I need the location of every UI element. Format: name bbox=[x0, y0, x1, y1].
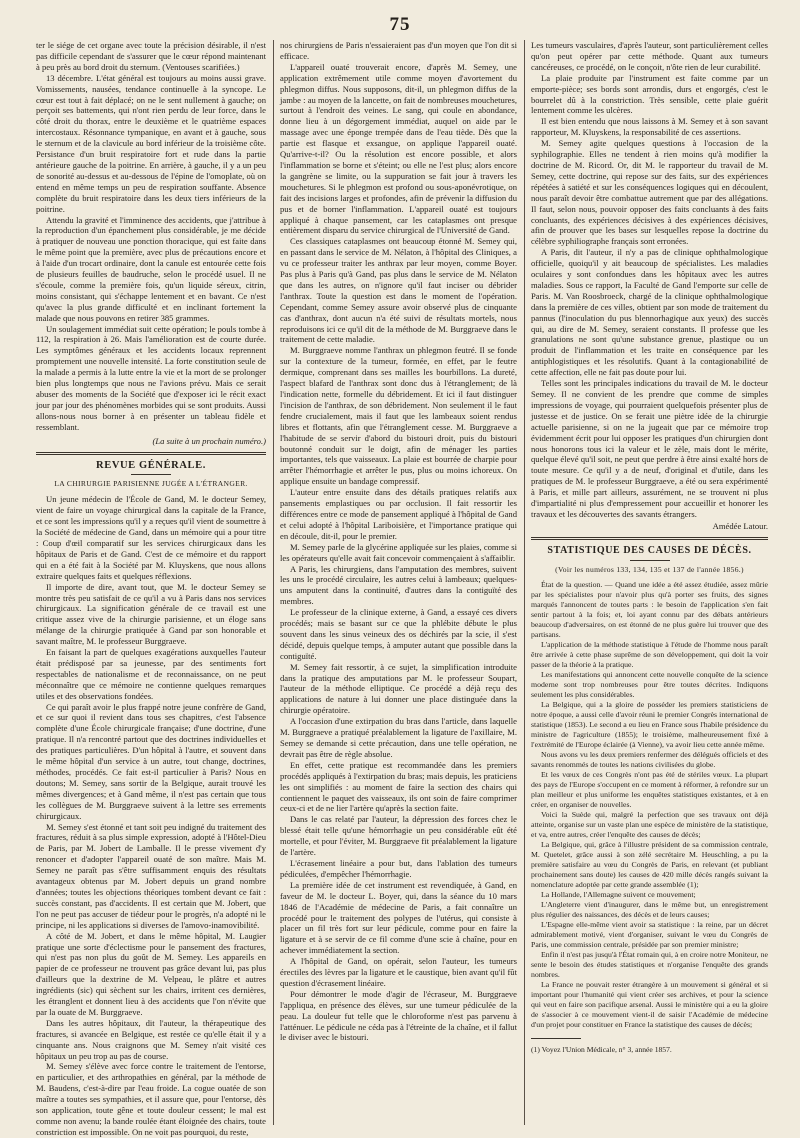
paragraph: État de la question. — Quand une idée a été assez étudiée, assez mûrie par les spécialistes pour n'avoir plus qu'à porter ses fruits, des signes marqués l'annoncent de toutes parts : le besoin de l'application s'en fait sentir partout à la fois; et, loi ayant connu par des débats antérieurs beaucoup d'adversaires, on est étonné de ne plus guère lui trouver que des partisans. bbox=[531, 579, 768, 639]
paragraph: Voici la Suède qui, malgré la perfection que ses travaux ont déjà atteinte, organise sur un vaste plan une espèce de ministère de la statistique, et va, entre autres, créer l'enquête des causes de décès; bbox=[531, 809, 768, 839]
footnote-rule bbox=[531, 1038, 581, 1039]
paragraph: A Paris, les chirurgiens, dans l'amputation des membres, suivent les uns le procédé circulaire, les autres celui à lambeaux; quelques-uns amputent dans la continuité, d'autres dans la contiguïté des membres. bbox=[280, 563, 517, 607]
section-subtitle: (Voir les numéros 133, 134, 135 et 137 de l'année 1856.) bbox=[555, 564, 744, 574]
paragraph: Pour démontrer le mode d'agir de l'écraseur, M. Burggraeve l'appliqua, en présence des élèves, sur une tumeur pédiculée de la peau. La douleur fut telle que le chloroforme n'est pas parvenu à l'atténuer. Le pédicule ne céda pas à l'étreinte de la chaîne, et il fallut le diviser avec le bistouri. bbox=[280, 988, 517, 1043]
paragraph: M. Semey s'est étonné et tant soit peu indigné du traitement des fractures, réduit à sa plus simple expression, adopté à l'Hôtel-Dieu de Paris, par M. Jobert de Lamballe. Il le presse vivement d'y renoncer et d'adopter l'appareil ouaté de son maître. Mais M. Semey ne paraît pas s'être suffisamment enquis des résultats avantageux obtenus par M. Jobert depuis un grand nombre d'années; toutes les objections théoriques tombent devant ce fait : succès constant, pas d'accidents. Il est certain que M. Jobert, que l'on ne peut pas accuser de tiédeur pour le progrès, n'a adopté ni le principe, ni les applications si diverses de l'amovo-inamovibilité. bbox=[36, 821, 266, 930]
paragraph: En effet, cette pratique est recommandée dans les premiers procédés appliqués à l'extirpation du bras; mais depuis, les praticiens les ont simplifiés : au moment de faire la section des chairs qui contiennent le paquet des vaisseaux, ils ont soin de faire comprimer ceux-ci et de ne lier l'artère qu'après la section faite. bbox=[280, 759, 517, 814]
column-2 bbox=[280, 40, 517, 1125]
author-signature: Amédée Latour. bbox=[712, 520, 768, 531]
paragraph: Nous avons vu les deux premiers renfermer des délégués officiels et des savants renommés de toutes les nations civilisées du globe. bbox=[531, 749, 768, 769]
paragraph: M. Semey parle de la glycérine appliquée sur les plaies, comme si les opérateurs qu'elle avait fait concevoir commençaient à s'affaiblir. bbox=[280, 541, 517, 563]
paragraph: M. Semey fait ressortir, à ce sujet, la simplification introduite dans la pratique des amputations par M. le professeur Soupart, l'auteur de la méthode elliptique. Ce procédé a déjà reçu des applications de nature à lui donner une place distinguée dans la chirurgie opératoire. bbox=[280, 661, 517, 716]
paragraph: nos chirurgiens de Paris n'essaieraient pas d'un moyen que l'on dit si efficace. bbox=[280, 40, 517, 61]
section-rule bbox=[36, 452, 266, 453]
column-1 bbox=[36, 40, 266, 1137]
paragraph: M. Burggraeve nomme l'anthrax un phlegmon feutré. Il se fonde sur la contexture de la tumeur, formée, en effet, par le feutre dermique, comprenant dans ses mailles les bourbillons. La dureté, l'aspect blafard de l'anthrax sont donc dus à l'étranglement; de là l'indication nette, formelle du débridement. Et ici il faut distinguer l'incision de l'anthrax, de son débridement. Non seulement il le faut fendre crucialement, mais il faut que les lambeaux soient rendus libres et flottants, afin que l'étranglement cesse. M. Burggraeve a l'habitude de se servir d'abord du bistouri droit, puis du bistouri boutonné conduit sur le doigt, afin de ménager les parties importantes, tels que vaisseaux. La plaie est bourrée de charpie pour arrêter l'hémorrhagie et arrêter le pus, plus ou moins ichoreux. On applique ensuite un bandage compressif. bbox=[280, 345, 517, 487]
paragraph: La plaie produite par l'instrument est faite comme par un emporte-pièce; ses bords sont arrondis, durs et engorgés, c'est le bourrelet dû à la constriction. Très sensible, cette plaie guérit lentement comme les ulcères. bbox=[531, 72, 768, 116]
paragraph: A Paris, dit l'auteur, il n'y a pas de clinique ophthalmologique officielle, quoiqu'il y ait beaucoup de spécialistes. Les maladies oculaires y sont confondues dans les hôpitaux avec les autres maladies. Sous ce rapport, la Faculté de Gand l'emporte sur celle de Paris. M. Van Roosbroeck, chargé de la clinique ophthalmologique dans la première de ces villes, obtient par son mode de traitement du pannus (l'inoculation du pus blennorhagique aux yeux) des succès qui, au dire de M. Semey, seraient constants. Il professe que les granulations ne sont qu'une substance grenue, plastique ou un produit de l'inflammation et les traite en conséquence par les antiphlogistiques et les résolutifs. Quant à la contagionabilité de cette affection, elle ne fait pas doute pour lui. bbox=[531, 247, 768, 378]
paragraph: Attendu la gravité et l'imminence des accidents, que j'attribue à la reproduction d'un épanchement plus considérable, je me décide à pratiquer de nouveau une ponction thoracique, qui est faite dans le même point que la première, avec plus de précautions encore et à l'aide d'un trocart ordinaire, dont la canule est entourée cette fois de plusieurs feuilles de baudruche, selon le procédé usuel. Il ne s'écoule, comme la première fois, qu'un liquide séreux, citrin, moins consistant, qui s'échappe lentement et en bavant. Ce n'est qu'avec la plus grande difficulté et en inclinant fortement la malade que nous pouvons en retirer 385 grammes. bbox=[36, 214, 266, 323]
paragraph: Les tumeurs vasculaires, d'après l'auteur, sont particulièrement celles qu'on peut opérer par cette méthode. Quant aux tumeurs cancéreuses, ce procédé, on le conçoit, n'ôte rien de leur curabilité. bbox=[531, 40, 768, 72]
section-rule bbox=[531, 537, 768, 538]
paragraph: La France ne pouvait rester étrangère à un mouvement si général et si important pour l'humanité qui vient créer ses archives, et pour la science qui veut en faire son pacifique arsenal. Aussi le ministère qui a eu la gloire de s'associer à ce mouvement vient-il de saisir l'Académie de médecine d'un projet pour constituer en France la statistique des causes de décès; bbox=[531, 979, 768, 1029]
paragraph: 13 décembre. L'état général est toujours au moins aussi grave. Vomissements, nausées, tendance continuelle à la syncope. Le cœur est tout à fait déplacé; on ne le sent nullement à gauche; on perçoit ses battements, qui n'ont rien perdu de leur force, dans le côté droit du thorax, entre le deuxième et le quatrième espaces intercostaux. Résonnance tympanique, en avant et à gauche, sous le sternum et de la clavicule au bord inférieur de la troisième côte. Persistance d'un bruit respiratoire fort et rude dans la partie antérieure gauche de la poitrine. En arrière, à gauche, il y a un peu de sonorité au-dessus et au-dessous de l'épine de l'omoplate, où on entend en même temps un peu de respiration souffante. Absence complète du bruit respiratoire dans les deux tiers inférieurs de la poitrine. bbox=[36, 72, 266, 214]
paragraph: Dans le cas relaté par l'auteur, la dépression des forces chez le blessé était telle qu'une hémorrhagie un peu considérable eût été mortelle, et pour l'éviter, M. Burggraeve fit préalablement la ligature de l'artère. bbox=[280, 814, 517, 858]
paragraph: Les manifestations qui annoncent cette nouvelle conquête de la science moderne sont trop nombreuses pour être toutes décrites. Indiquons seulement les plus considérables. bbox=[531, 669, 768, 699]
section-subtitle: LA CHIRURGIE PARISIENNE JUGÉE A L'ÉTRANGER. bbox=[54, 479, 248, 489]
paragraph: Enfin il n'est pas jusqu'à l'État romain qui, à en croire notre Moniteur, ne sente le besoin des études statistiques et n'organise l'enquête des grands nombres. bbox=[531, 949, 768, 979]
paragraph: Telles sont les principales indications du travail de M. le docteur Semey. Il ne convient de les prendre que comme de simples impressions de voyage, qui pourraient quelquefois présenter plus de justesse et de justice. On se ferait une piètre idée de la chirurgie actuelle parisienne, si on ne la jugeait que par ce mémoire trop évidemment écrit pour lui opposer les pratiques d'un chirurgien dont nous honorons tous ici la valeur et le zèle, mais dont le mérite, quelque élevé qu'il soit, ne peut que perdre à être ainsi exalté hors de toute mesure. Ce qu'il y a de neuf, d'original et d'utile, dans les pratiques de M. le professeur Burggraeve, a été ou sera expérimenté à Paris, et mille part ailleurs, assurément, ne se trouvent ni plus d'impartialité ni plus d'empressement pour accueillir et honorer les travaux et les découvertes des savants étrangers. bbox=[531, 378, 768, 519]
paragraph: ter le siége de cet organe avec toute la précision désirable, il n'est pas difficile cependant de s'assurer que le cœur répond maintenant à peu près au bord droit du sternum. (Ventouses scarifiées.) bbox=[36, 40, 266, 72]
paragraph: M. Semey s'élève avec force contre le traitement de l'entorse, en particulier, et des arthropathies en général, par la méthode de M. Baudens, c'est-à-dire par l'eau froide. La cogue ouatée de son maître a toutes ses sympathies, et il assure que, pour l'entorse, dès son application, toute gêne et toute douleur cessent; le mal est comme non avenu; la bande roulée étant éloignée des chairs, toute constriction est impossible. On ne voit pas pourquoi, du reste, bbox=[36, 1061, 266, 1137]
section-title: STATISTIQUE DES CAUSES DE DÉCÈS. bbox=[547, 544, 752, 556]
paragraph: L'auteur entre ensuite dans des détails pratiques relatifs aux pansements emplastiques ou par occlusion. Il fait ressortir les différences entre ce mode de pansement appliqué à l'hôpital de Gand et celui adopté à l'hôpital Lariboisière, et l'importance pratique qui en découle, dit-il, pour le premier. bbox=[280, 487, 517, 541]
column-divider bbox=[273, 40, 274, 1125]
paragraph: L'écrasement linéaire a pour but, dans l'ablation des tumeurs pédiculées, d'empêcher l'hémorrhagie. bbox=[280, 857, 517, 879]
section-rule bbox=[36, 454, 266, 455]
paragraph: La Hollande, l'Allemagne suivent ce mouvement; bbox=[541, 889, 696, 899]
paragraph: A côté de M. Jobert, et dans le même hôpital, M. Laugier pratique une sorte d'éclectisme pour le pansement des fractures, qui n'est pas non plus du goût de M. Semey. Les appareils en papier de ce professeur ne trouvent pas grâce devant lui, pas plus d'ailleurs que la dextrine de M. Velpeau, le plâtre et autres ingrédients (sic) qui sèchent sur les chairs, irritent ces dernières, les étranglent et donnent lieu à des accidents que l'on n'évite que par la ouate de M. Burggraeve. bbox=[36, 930, 266, 1017]
paragraph: L'appareil ouaté trouverait encore, d'après M. Semey, une application extrêmement utile comme moyen d'avortement du phlegmon diffus. Nous supposons, dit-il, un phlegmon diffus de la jambe : au moyen de la lancette, on fait de nombreuses mouchetures, surtout à l'endroit des veines. Le sang, qui coule en abondance, donne lieu à un dégorgement immédiat, auquel on aide par le massage avec une éponge trempée dans de l'eau tiède. Dès que la partie est flasque et exsangue, on applique l'appareil ouaté. Qu'arrive-t-il? Ou la résolution est encore possible, et alors l'inflammation se borne et s'éteint; ou elle ne l'est plus; alors encore la gangrène se limite, ou la suppuration se fait jour à travers les mouchetures. Si le phlegmon est profond ou sous-aponévrotique, on fait des incisions larges et profondes, afin de prévenir la diffusion du pus et de borner l'inflammation. L'appareil ouaté est toujours appliqué à chaque pansement, car les cataplasmes ont presque entièrement disparu du service chirurgical de l'Université de Gand. bbox=[280, 61, 517, 236]
short-divider bbox=[131, 474, 171, 475]
paragraph: Le professeur de la clinique externe, à Gand, a essayé ces divers procédés; mais se basant sur ce que la phlébite débute le plus souvent dans les sinus veineux des os déchirés par la scie, il s'est décidé, depuis quelque temps, à amputer autant que possible dans la contiguïté. bbox=[280, 607, 517, 661]
paragraph: Il importe de dire, avant tout, que M. le docteur Semey se montre très peu satisfait de ce qu'il a vu à Paris dans nos services chirurgicaux. La signification générale de ce travail est une critique assez vive de la chirurgie parisienne, et un éloge sans mélange de la chirurgie pratiquée à Gand par son honorable et savant maître, M. le professeur Burggraeve. bbox=[36, 581, 266, 647]
section-title: REVUE GÉNÉRALE. bbox=[96, 459, 206, 471]
paragraph: Ce qui paraît avoir le plus frappé notre jeune confrère de Gand, et ce sur quoi il revient dans tous ses chapitres, c'est l'absence complète d'une École chirurgicale française; d'une doctrine, d'une pratique. Il n'a rencontré partout que des doctrines individuelles et des pratiques particulières. D'un hôpital à l'autre, et souvent dans le même hôpital d'un service à un autre, tout change, doctrines, méthodes, procédés. Ce fait est-il particulier à Paris? Nous en doutons; M. Semey, sans sortir de la Belgique, aurait trouvé les mêmes divergences; et à Gand même, il n'est pas certain que tous les collègues de M. Burggraeve suivent à la lettre ses errements chirurgicaux. bbox=[36, 701, 266, 821]
page-number: 75 bbox=[389, 14, 411, 35]
paragraph: La Belgique, qui, grâce à l'illustre président de sa commission centrale, M. Quetelet, grâce aussi à son zélé secrétaire M. Heuschling, a pu la première satisfaire au vœu du Congrès de Paris, en relevant (et publiant prochainement sans doute) les causes de 420 mille décès rangés suivant la nomenclature adoptée par cette grande assemblée (1); bbox=[531, 839, 768, 889]
footnote: (1) Voyez l'Union Médicale, n° 3, année 1857. bbox=[531, 1044, 672, 1054]
paragraph: M. Semey agite quelques questions à l'occasion de la syphilographie. Elles ne tendent à rien moins qu'à modifier la doctrine de M. Ricord. Or, dit M. le rapporteur du travail de M. Semey, cette doctrine, qui repose sur des faits, sur des expériences répétées à satiété et sur les conséquences logiques qui en découlent, nous paraît devoir être combattue autrement que par des allégations. Il faut, selon nous, pouvoir opposer des faits concluants à des faits concluants, des expériences décisives à des expériences décisives, afin de prouver que les bases sur lesquelles repose la doctrine du célèbre syphiliographe français sont erronées. bbox=[531, 138, 768, 247]
paragraph: La première idée de cet instrument est revendiquée, à Gand, en faveur de M. le docteur L. Boyer, qui, dans la séance du 10 mars 1846 de l'Académie de médecine de Paris, a fait connaître un procédé pour le traitement des polypes de l'utérus, qui consiste à placer un fil très fort sur leur pédicule, comme pour en faire la ligature et à se servir de ce fil comme d'une scie à chaîne, pour en achever immédiatement la section. bbox=[280, 879, 517, 956]
paragraph: Un jeune médecin de l'École de Gand, M. le docteur Semey, vient de faire un voyage chirurgical dans la capitale de la France, et ce sont les impressions qu'il y a reçues qu'il vient de soumettre à la Société de médecine de Gand, dans un mémoire qui a pour titre : Coup d'œil comparatif sur les services chirurgicaux dans les hôpitaux de Paris et de Gand. C'est de ce mémoire et du rapport qui en a été fait à la Société par M. Kluyskens, que nous allons extraire quelques faits et quelques réflexions. bbox=[36, 494, 266, 581]
paragraph: Et les vœux de ces Congrès n'ont pas été de stériles vœux. La plupart des pays de l'Europe s'occupent en ce moment à réformer, à refondre sur un plan meilleur et plus uniforme les enquêtes statistiques existantes, et à en créer, en organiser de nouvelles. bbox=[531, 769, 768, 809]
paragraph: La Belgique, qui a la gloire de posséder les premiers statisticiens de notre époque, a aussi celle d'avoir réuni le premier Congrès international de statistique (1853). Le second a eu lieu en France sous l'habile présidence du ministre de l'agriculture (1855); le troisième, malheureusement fixé à l'extrémité de l'Europe éclairée (à Vienne), va avoir lieu cette année même. bbox=[531, 699, 768, 749]
paragraph: A l'occasion d'une extirpation du bras dans l'article, dans laquelle M. Burggraeve a pratiqué préalablement la ligature de l'axillaire, M. Semey se demande si cette précaution, dans une telle opération, ne devrait pas être de règle absolue. bbox=[280, 716, 517, 759]
paragraph: Dans les autres hôpitaux, dit l'auteur, la thérapeutique des fractures, si avancée en Belgique, est restée ce qu'elle était il y a cinquante ans. Nous craignons que M. Semey n'ait visité ces hôpitaux un peu trop au pas de course. bbox=[36, 1017, 266, 1061]
paragraph: En faisant la part de quelques exagérations auxquelles l'auteur était prédisposé par sa jeunesse, par des sentiments fort respectables de nationalisme et de reconnaissance, on ne peut méconnaître que ce mémoire ne contienne quelques remarques utiles et des observations fondées. bbox=[36, 647, 266, 701]
column-3 bbox=[531, 40, 768, 1125]
paragraph: Il est bien entendu que nous laissons à M. Semey et à son savant rapporteur, M. Kluyskens, la responsabilité de ces assertions. bbox=[531, 116, 768, 138]
column-divider bbox=[524, 40, 525, 1125]
paragraph: L'Angleterre vient d'inaugurer, dans le même but, un enregistrement plus régulier des naissances, des décès et de leurs causes; bbox=[531, 899, 768, 919]
paragraph: Un soulagement immédiat suit cette opération; le pouls tombe à 112, la respiration à 26. Mais l'amélioration est de courte durée. Les symptômes généraux et les accidents locaux reprennent promptement une nouvelle intensité. La forte constitution seule de la malade a permis à la lutte entre la vie et la mort de se prolonger bien plus longtemps que nous ne l'avions prévu. Mais ce serait abuser des moments de la Société que d'exposer ici le récit exact jour par jour des phénomènes morbides qui se sont produits. Aussi allons-nous nous borner à en présenter un tableau fidèle et ressemblant. bbox=[36, 323, 266, 432]
paragraph: L'application de la méthode statistique à l'étude de l'homme nous paraît être arrivée à cette phase suprême de son développement, qui doit la voir passer de la théorie à la pratique. bbox=[531, 639, 768, 669]
paragraph: Ces classiques cataplasmes ont beaucoup étonné M. Semey qui, en passant dans le service de M. Nélaton, à l'hôpital des Cliniques, a vu ce professeur traiter les anthrax par leur moyen, comme Boyer. Pas plus à Paris qu'à Gand, pas plus dans le service de M. Nélaton que dans les autres, on n'ignore qu'il faut inciser ou débrider l'anthrax. Toute la question est dans le moment de l'opération. Cependant, comme Semey assure avoir observé plus de cinquante cas d'anthrax, dont aucun n'a été suivi de résultats mortels, nous reproduisons ici ce qu'il dit de la méthode de M. Burggraeve dans le traitement de cette maladie. bbox=[280, 236, 517, 345]
paragraph: L'Espagne elle-même vient avoir sa statistique : la reine, par un décret admirablement motivé, vient d'organiser, suivant le vœu du Congrès de Paris, une commission centrale, présidée par son premier ministre; bbox=[531, 919, 768, 949]
short-divider bbox=[630, 560, 670, 561]
section-rule bbox=[531, 539, 768, 540]
paragraph: A l'hôpital de Gand, on opérait, selon l'auteur, les tumeurs érectiles des lèvres par la ligature et le caustique, bien avant qu'il fût question d'écrasement linéaire. bbox=[280, 956, 517, 988]
continued-note: (La suite à un prochain numéro.) bbox=[152, 435, 266, 446]
